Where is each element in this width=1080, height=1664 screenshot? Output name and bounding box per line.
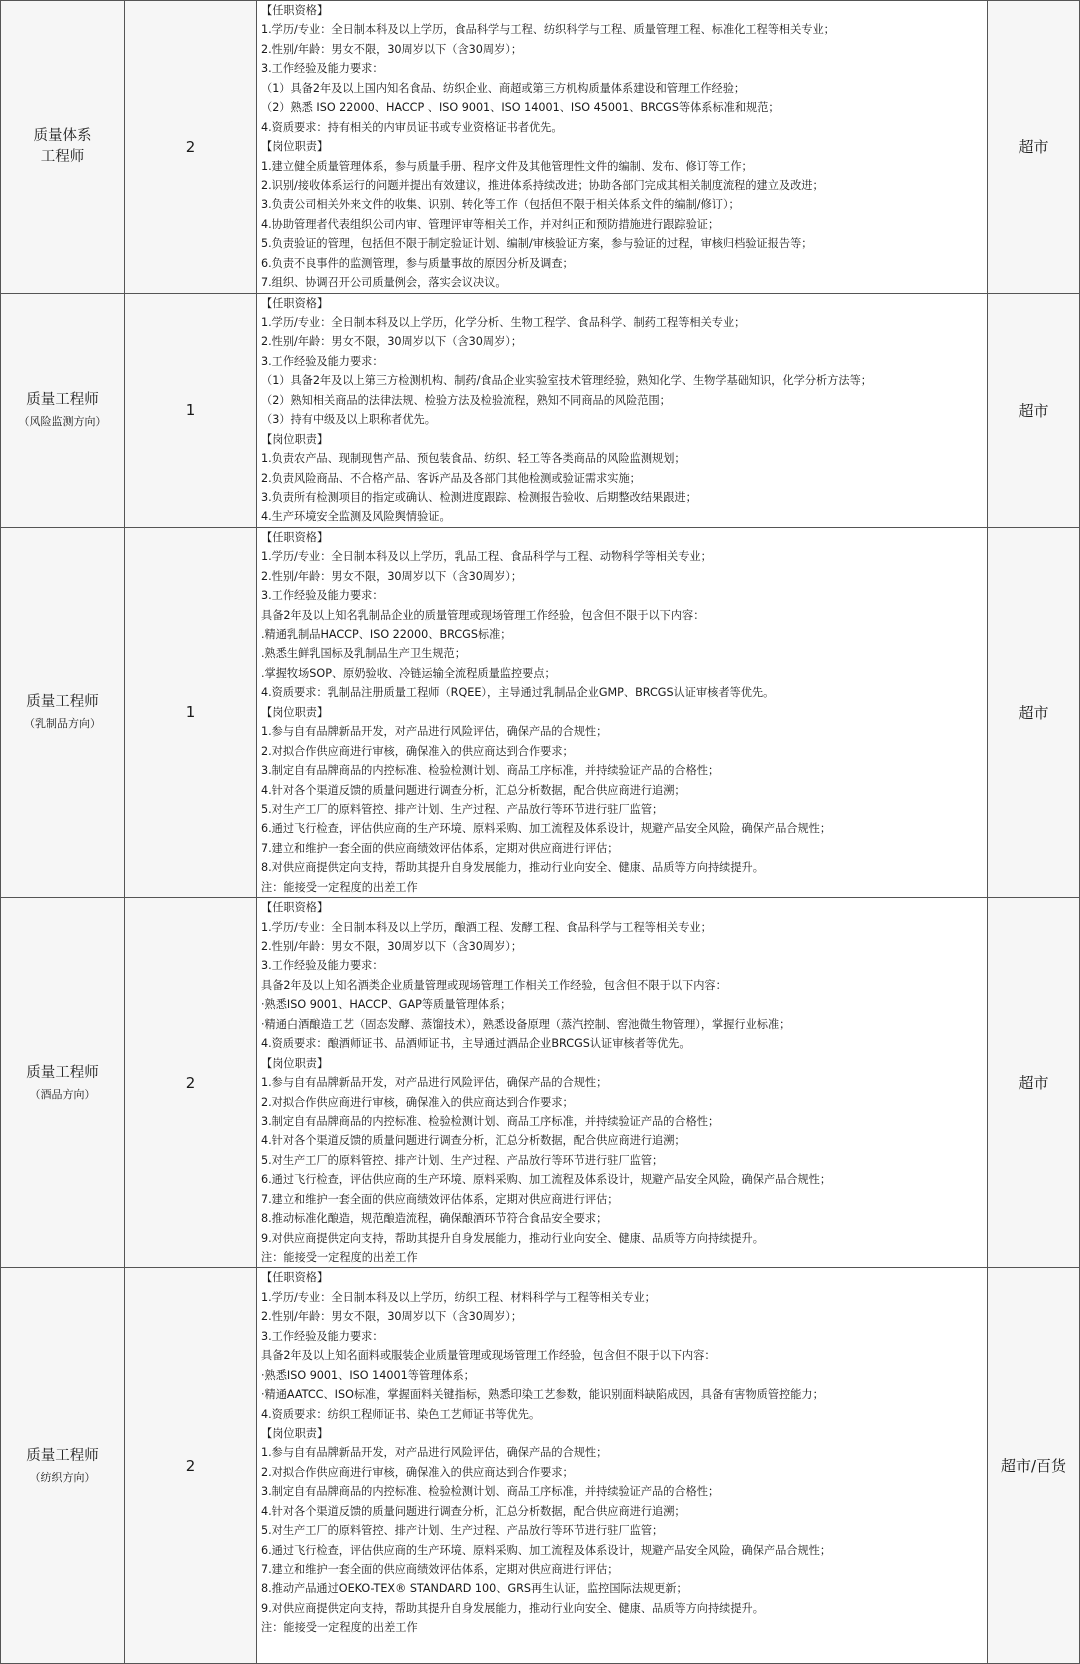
description-line: 6.负责不良事件的监测管理，参与质量事故的原因分析及调查； [261, 256, 574, 270]
description-line: 1.参与自有品牌新品开发，对产品进行风险评估，确保产品的合规性； [261, 1076, 608, 1090]
description-line: 3.制定自有品牌商品的内控标准、检验检测计划、商品工序标准，并持续验证产品的合格性； [261, 764, 720, 778]
job-direction: （纺织方向） [29, 1470, 96, 1484]
description-line: 具备2年及以上知名乳制品企业的质量管理或现场管理工作经验，包含但不限于以下内容： [261, 608, 705, 622]
description-line: 8.推动标准化酿造，规范酿造流程，确保酿酒环节符合食品安全要求； [261, 1212, 608, 1226]
description-line: 2.性别/年龄：男女不限，30周岁以下（含30周岁）； [261, 1310, 523, 1324]
work-location: 超市 [1018, 1074, 1049, 1093]
description-line: 3.工作经验及能力要求： [261, 589, 384, 603]
description-line: 2.性别/年龄：男女不限，30周岁以下（含30周岁）； [261, 940, 523, 953]
job-title: 质量工程师 [26, 1064, 99, 1081]
description-line: 3.制定自有品牌商品的内控标准、检验检测计划、商品工序标准，并持续验证产品的合格性； [261, 1485, 720, 1499]
description-line: 【岗位职责】 [261, 140, 329, 154]
headcount: 2 [185, 1073, 196, 1092]
description-line: （1）具备2年及以上国内知名食品、纺织企业、商超或第三方机构质量体系建设和管理工作经验； [261, 81, 746, 95]
description-line: 3.负责公司相关外来文件的收集、识别、转化等工作（包括但不限于相关体系文件的编制/修订）； [261, 198, 740, 212]
headcount: 2 [185, 137, 196, 156]
job-direction: （乳制品方向） [24, 717, 101, 731]
description-line: 5.对生产工厂的原料管控、排产计划、生产过程、产品放行等环节进行驻厂监管； [261, 802, 664, 816]
description-line: 1.参与自有品牌新品开发，对产品进行风险评估，确保产品的合规性； [261, 1446, 608, 1460]
description-line: 4.协助管理者代表组织公司内审、管理评审等相关工作，并对纠正和预防措施进行跟踪验证； [261, 217, 720, 231]
headcount-cell [125, 898, 257, 1268]
description-line: 4.资质要求：纺织工程师证书、染色工艺师证书等优先。 [261, 1407, 541, 1421]
job-title-cell [1, 898, 125, 1268]
description-line: ·熟悉ISO 9001、HACCP、GAP等质量管理体系； [261, 998, 512, 1012]
job-title-cell [1, 293, 125, 527]
description-line: 【岗位职责】 [261, 1056, 329, 1070]
work-location-cell [988, 1, 1080, 294]
description-line: 【任职资格】 [261, 901, 329, 915]
description-line: 1.学历/专业：全日制本科及以上学历，酿酒工程、发酵工程、食品科学与工程等相关专业； [261, 920, 712, 934]
description-line: 6.通过飞行检查，评估供应商的生产环境、原料采购、加工流程及体系设计，规避产品安全风险，确保产品合规性； [261, 1173, 832, 1187]
headcount-cell [125, 293, 257, 527]
job-description-cell [257, 527, 988, 897]
description-line: 4.针对各个渠道反馈的质量问题进行调查分析，汇总分析数据，配合供应商进行追溯； [261, 783, 686, 797]
description-line: 2.性别/年龄：男女不限，30周岁以下（含30周岁）； [261, 42, 523, 56]
work-location: 超市/百货 [1000, 1457, 1067, 1476]
description-line: 8.推动产品通过OEKO-TEX® STANDARD 100、GRS再生认证，监控国际法规更新； [261, 1582, 688, 1596]
job-title: 质量工程师 [26, 392, 99, 409]
job-table-body [1, 1, 1080, 1664]
description-line: 5.对生产工厂的原料管控、排产计划、生产过程、产品放行等环节进行驻厂监管； [261, 1153, 664, 1167]
description-line: ·熟悉ISO 9001、ISO 14001等管理体系； [261, 1368, 475, 1382]
job-direction: （酒品方向） [29, 1087, 96, 1101]
description-line: .精通乳制品HACCP、ISO 22000、BRCGS标准； [261, 628, 512, 641]
description-line: 2.对拟合作供应商进行审核，确保准入的供应商达到合作要求； [261, 1465, 574, 1479]
description-line: 9.对供应商提供定向支持，帮助其提升自身发展能力，推动行业向安全、健康、品质等方向持续提升。 [261, 1231, 764, 1245]
description-line: 9.对供应商提供定向支持，帮助其提升自身发展能力，推动行业向安全、健康、品质等方向持续提升。 [261, 1601, 764, 1615]
description-line: 【岗位职责】 [261, 432, 329, 446]
description-line: 【岗位职责】 [261, 1426, 329, 1440]
description-line: 2.识别/接收体系运行的问题并提出有效建议，推进体系持续改进；协助各部门完成其相关制度流程的建立及改进； [261, 178, 824, 192]
description-line: （2）熟悉 ISO 22000、HACCP 、ISO 9001、ISO 14001、ISO 45001、BRCGS等体系标准和规范； [261, 101, 780, 115]
description-line: 【任职资格】 [261, 4, 329, 17]
description-line: 4.资质要求：乳制品注册质量工程师（RQEE），主导通过乳制品企业GMP、BRCGS认证审核者等优先。 [261, 686, 775, 700]
description-line: .熟悉生鲜乳国标及乳制品生产卫生规范； [261, 647, 466, 661]
description-line: 7.建立和维护一套全面的供应商绩效评估体系，定期对供应商进行评估； [261, 1563, 619, 1576]
description-line: 7.建立和维护一套全面的供应商绩效评估体系，定期对供应商进行评估； [261, 841, 619, 855]
job-row [1, 898, 1080, 1268]
description-line: 5.负责验证的管理，包括但不限于制定验证计划、编制/审核验证方案，参与验证的过程，审核归档验证报告等； [261, 237, 813, 251]
work-location: 超市 [1018, 703, 1049, 722]
work-location-cell [988, 898, 1080, 1268]
description-line: （2）熟知相关商品的法律法规、检验方法及检验流程，熟知不同商品的风险范围； [261, 393, 671, 407]
description-line: 2.对拟合作供应商进行审核，确保准入的供应商达到合作要求； [261, 744, 574, 758]
description-line: 2.负责风险商品、不合格产品、客诉产品及各部门其他检测或验证需求实施； [261, 471, 641, 485]
description-line: 3.负责所有检测项目的指定或确认、检测进度跟踪、检测报告验收、后期整改结果跟进； [261, 490, 697, 504]
job-title-cell [1, 1268, 125, 1664]
headcount: 1 [185, 703, 196, 722]
job-description-cell [257, 293, 988, 527]
description-line: ·精通AATCC、ISO标准，掌握面料关键指标，熟悉印染工艺参数，能识别面料缺陷成因，具备有害物质管控能力； [261, 1388, 824, 1402]
work-location-cell [988, 527, 1080, 897]
description-line: 4.生产环境安全监测及风险舆情验证。 [261, 510, 451, 524]
description-line: 3.工作经验及能力要求： [261, 1329, 384, 1343]
work-location: 超市 [1018, 401, 1049, 420]
description-line: 1.学历/专业：全日制本科及以上学历，纺织工程、材料科学与工程等相关专业； [261, 1290, 656, 1304]
job-title: 工程师 [40, 148, 85, 165]
description-line: 4.针对各个渠道反馈的质量问题进行调查分析，汇总分析数据，配合供应商进行追溯； [261, 1504, 686, 1518]
description-line: 2.性别/年龄：男女不限，30周岁以下（含30周岁）； [261, 569, 523, 583]
job-description-cell [257, 1, 988, 294]
headcount: 1 [185, 401, 196, 420]
description-line: 7.组织、协调召开公司质量例会，落实会议决议。 [261, 276, 507, 290]
description-line: 【任职资格】 [261, 530, 329, 544]
description-line: 6.通过飞行检查，评估供应商的生产环境、原料采购、加工流程及体系设计，规避产品安全风险，确保产品合规性； [261, 1543, 832, 1557]
description-line: 4.针对各个渠道反馈的质量问题进行调查分析，汇总分析数据，配合供应商进行追溯； [261, 1134, 686, 1148]
description-line: 注：能接受一定程度的出差工作 [261, 1621, 418, 1635]
description-line: 1.学历/专业：全日制本科及以上学历，化学分析、生物工程学、食品科学、制药工程等相关专业； [261, 316, 746, 329]
job-description-cell [257, 898, 988, 1268]
description-line: 具备2年及以上知名酒类企业质量管理或现场管理工作相关工作经验，包含但不限于以下内容： [261, 978, 727, 992]
headcount-cell [125, 1268, 257, 1664]
description-line: 1.负责农产品、现制现售产品、预包装食品、纺织、轻工等各类商品的风险监测规划； [261, 452, 686, 466]
description-line: （3）持有中级及以上职称者优先。 [261, 413, 436, 427]
description-line: ·精通白酒酿造工艺（固态发酵、蒸馏技术），熟悉设备原理（蒸汽控制、窖池微生物管理），掌握行业标准； [261, 1017, 791, 1031]
work-location-cell [988, 1268, 1080, 1664]
description-line: 3.制定自有品牌商品的内控标准、检验检测计划、商品工序标准，并持续验证产品的合格性； [261, 1114, 720, 1128]
description-line: 3.工作经验及能力要求： [261, 354, 384, 368]
description-line: 【任职资格】 [261, 1271, 329, 1285]
job-title: 质量工程师 [26, 1447, 99, 1464]
description-line: 3.工作经验及能力要求： [261, 959, 384, 973]
description-line: 3.工作经验及能力要求： [261, 62, 384, 76]
description-line: 具备2年及以上知名面料或服装企业质量管理或现场管理工作经验，包含但不限于以下内容： [261, 1349, 716, 1363]
job-title: 质量工程师 [26, 694, 99, 711]
job-direction: （风险监测方向） [18, 415, 107, 429]
description-line: 【任职资格】 [261, 296, 329, 310]
description-line: 【岗位职责】 [261, 705, 329, 719]
description-line: 2.对拟合作供应商进行审核，确保准入的供应商达到合作要求； [261, 1095, 574, 1109]
description-line: 1.学历/专业：全日制本科及以上学历，乳品工程、食品科学与工程、动物科学等相关专业； [261, 550, 712, 564]
headcount-cell [125, 1, 257, 294]
description-line: （1）具备2年及以上第三方检测机构、制药/食品企业实验室技术管理经验，熟知化学、生物学基础知识，化学分析方法等； [261, 374, 872, 388]
description-line: 1.参与自有品牌新品开发，对产品进行风险评估，确保产品的合规性； [261, 725, 608, 739]
job-row [1, 1268, 1080, 1664]
job-title-cell [1, 1, 125, 294]
work-location: 超市 [1018, 138, 1049, 157]
description-line: 注：能接受一定程度的出差工作 [261, 880, 418, 894]
description-line: 5.对生产工厂的原料管控、排产计划、生产过程、产品放行等环节进行驻厂监管； [261, 1524, 664, 1538]
description-line: 8.对供应商提供定向支持，帮助其提升自身发展能力，推动行业向安全、健康、品质等方向持续提升。 [261, 861, 764, 875]
description-line: 6.通过飞行检查，评估供应商的生产环境、原料采购、加工流程及体系设计，规避产品安全风险，确保产品合规性； [261, 822, 832, 836]
description-line: 2.性别/年龄：男女不限，30周岁以下（含30周岁）； [261, 335, 523, 349]
job-title-cell [1, 527, 125, 897]
description-line: 1.建立健全质量管理体系，参与质量手册、程序文件及其他管理性文件的编制、发布、修订等工作； [261, 159, 753, 173]
description-line: 7.建立和维护一套全面的供应商绩效评估体系，定期对供应商进行评估； [261, 1192, 619, 1206]
description-line: 4.资质要求：持有相关的内审员证书或专业资格证书者优先。 [261, 120, 563, 134]
headcount-cell [125, 527, 257, 897]
headcount: 2 [185, 1456, 196, 1475]
work-location-cell [988, 293, 1080, 527]
job-row [1, 1, 1080, 294]
job-row [1, 293, 1080, 527]
job-row [1, 527, 1080, 897]
job-description-cell [257, 1268, 988, 1664]
description-line: .掌握牧场SOP、原奶验收、冷链运输全流程质量监控要点； [261, 666, 556, 680]
job-title: 质量体系 [33, 127, 92, 144]
description-line: 1.学历/专业：全日制本科及以上学历，食品科学与工程、纺织科学与工程、质量管理工程、标准化工程等相关专业； [261, 23, 835, 37]
description-line: 4.资质要求：酿酒师证书、品酒师证书，主导通过酒品企业BRCGS认证审核者等优先。 [261, 1037, 691, 1051]
description-line: 注：能接受一定程度的出差工作 [261, 1251, 418, 1264]
